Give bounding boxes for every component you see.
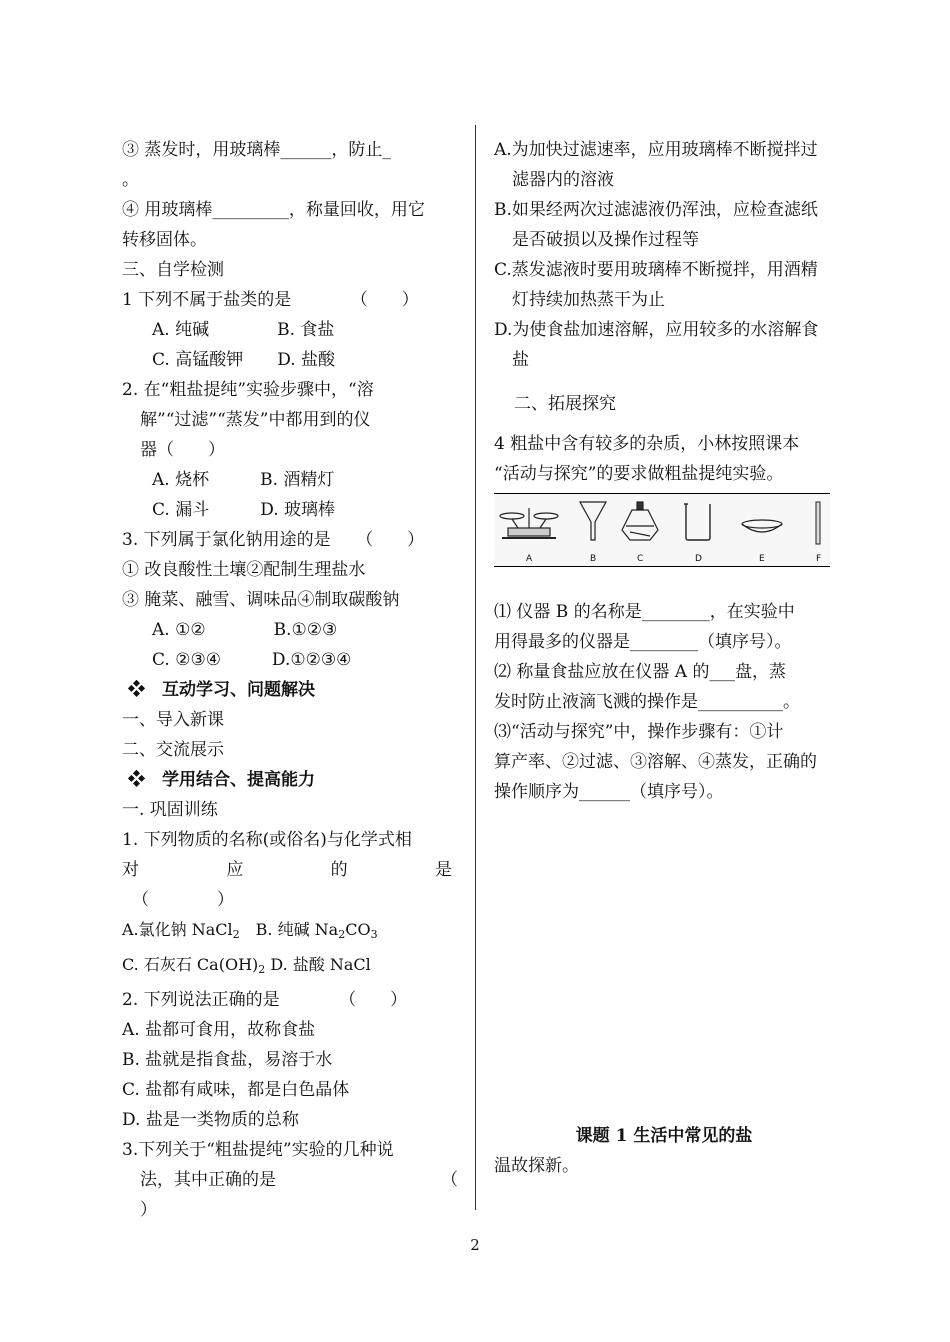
figure-label: C (637, 554, 644, 564)
justified-line (122, 1165, 462, 1195)
option-line: C. 高锰酸钾 D. 盐酸 (152, 350, 336, 370)
page-number: 2 (470, 1236, 480, 1254)
option-line: C. 石灰石 $Ca(OH)_2$ D. 盐酸 NaCl (122, 955, 371, 976)
item-line: ① 改良酸性土壤②配制生理盐水 (122, 560, 366, 580)
bold-heading: ❖ 学用结合、提高能力 (128, 770, 315, 790)
sub-question-1: ⑴ 仪器 B 的名称是________，在实验中 (494, 602, 795, 622)
option-line: A. 烧杯 B. 酒精灯 (152, 470, 335, 490)
bold-heading: ❖ 互动学习、问题解决 (128, 680, 315, 700)
option-a: A.为加快过滤速率，应用玻璃棒不断搅拌过滤器内的溶液 (494, 140, 818, 190)
column-divider (475, 125, 476, 1210)
figure-label: A (526, 554, 533, 564)
apparatus-illustration (494, 494, 830, 566)
figure-label: B (590, 554, 597, 564)
text-line: 转移固体。 (122, 230, 207, 250)
sub-question-2: ⑵ 称量食盐应放在仪器 A 的___盘，蒸 (494, 662, 786, 682)
beaker-icon (684, 504, 710, 540)
glass-rod-icon (816, 502, 820, 544)
word: 对 (122, 860, 139, 880)
practice-question-2: 2. 下列说法正确的是 （ ） (122, 990, 408, 1010)
option-line: C. ②③④ D.①②③④ (152, 650, 352, 670)
question-2-cont: 解”“过滤”“蒸发”中都用到的仪 (140, 410, 371, 430)
question-4: 4 粗盐中含有较多的杂质，小林按照课本 (494, 434, 800, 454)
right-column (494, 135, 834, 1181)
section-heading: 三、自学检测 (122, 260, 224, 280)
section-heading: 一、导入新课 (122, 710, 224, 730)
figure-label: F (816, 554, 822, 564)
alcohol-lamp-icon (622, 502, 658, 540)
sub-question-2-cont: 发时防止液滴飞溅的操作是__________。 (494, 692, 800, 712)
lesson-title: 课题 1 生活中常见的盐 (575, 1126, 753, 1146)
practice-question-1: 1. 下列物质的名称(或俗名)与化学式相 (122, 830, 412, 850)
option-line: D. 盐是一类物质的总称 (122, 1110, 299, 1130)
question-4-cont: “活动与探究”的要求做粗盐提纯实验。 (494, 464, 784, 484)
text-line: 。 (122, 170, 139, 190)
paren-line: ） (140, 1200, 157, 1220)
justified-line (122, 855, 462, 885)
section-heading: 二、拓展探究 (514, 394, 616, 414)
text: 法，其中正确的是 (140, 1170, 276, 1190)
option-d: D.为使食盐加速溶解，应用较多的水溶解食盐 (494, 320, 819, 370)
question-3: 3. 下列属于氯化钠用途的是 （ ） (122, 530, 425, 550)
option-c: C.蒸发滤液时要用玻璃棒不断搅拌，用酒精灯持续加热蒸干为止 (494, 260, 818, 310)
text-line: ④ 用玻璃棒_________，称量回收，用它 (122, 200, 425, 220)
word: 的 (330, 860, 348, 880)
question-1: 1 下列不属于盐类的是 （ ） (122, 290, 419, 310)
sub-question-3: ⑶“活动与探究”中，操作步骤有：①计 (494, 722, 784, 742)
answer-paren: （ ） (132, 890, 234, 910)
figure-label: D (695, 554, 702, 564)
option-b: B.如果经两次过滤滤液仍浑浊，应检查滤纸是否破损以及操作过程等 (494, 200, 818, 250)
item-line: ③ 腌菜、融雪、调味品④制取碳酸钠 (122, 590, 400, 610)
left-column (122, 135, 462, 1225)
balance-icon (500, 508, 558, 538)
option-line: A. 纯碱 B. 食盐 (152, 320, 335, 340)
paren: （ (441, 1170, 458, 1190)
sub-question-3-cont: 算产率、②过滤、③溶解、④蒸发，正确的 (494, 752, 817, 772)
apparatus-figure (494, 493, 830, 567)
question-2-cont: 器（ ） (140, 440, 225, 460)
option-line: C. 盐都有咸味，都是白色晶体 (122, 1080, 350, 1100)
text-line: ③ 蒸发时，用玻璃棒______，防止_ (122, 140, 391, 160)
option-line: A. 盐都可食用，故称食盐 (122, 1020, 316, 1040)
sub-question-1-cont: 用得最多的仪器是________（填序号）。 (494, 632, 792, 652)
sub-question-3-cont: 操作顺序为______（填序号）。 (494, 782, 724, 802)
option-line: A. ①② B.①②③ (152, 620, 338, 640)
option-line: B. 盐就是指食盐，易溶于水 (122, 1050, 333, 1070)
question-2: 2. 在“粗盐提纯”实验步骤中，“溶 (122, 380, 374, 400)
intro-line: 温故探新。 (494, 1156, 579, 1176)
evaporating-dish-icon (742, 520, 782, 532)
funnel-icon (580, 502, 606, 540)
word: 是 (434, 860, 452, 880)
word: 应 (226, 860, 244, 880)
option-line: A.氯化钠 NaCl$_2$ B. 纯碱 $Na_2CO_3$ (122, 920, 378, 941)
figure-label: E (759, 554, 765, 564)
section-heading: 一. 巩固训练 (122, 800, 218, 820)
option-line: C. 漏斗 D. 玻璃棒 (152, 500, 336, 520)
section-heading: 二、交流展示 (122, 740, 224, 760)
practice-question-3: 3.下列关于“粗盐提纯”实验的几种说 (122, 1140, 394, 1160)
